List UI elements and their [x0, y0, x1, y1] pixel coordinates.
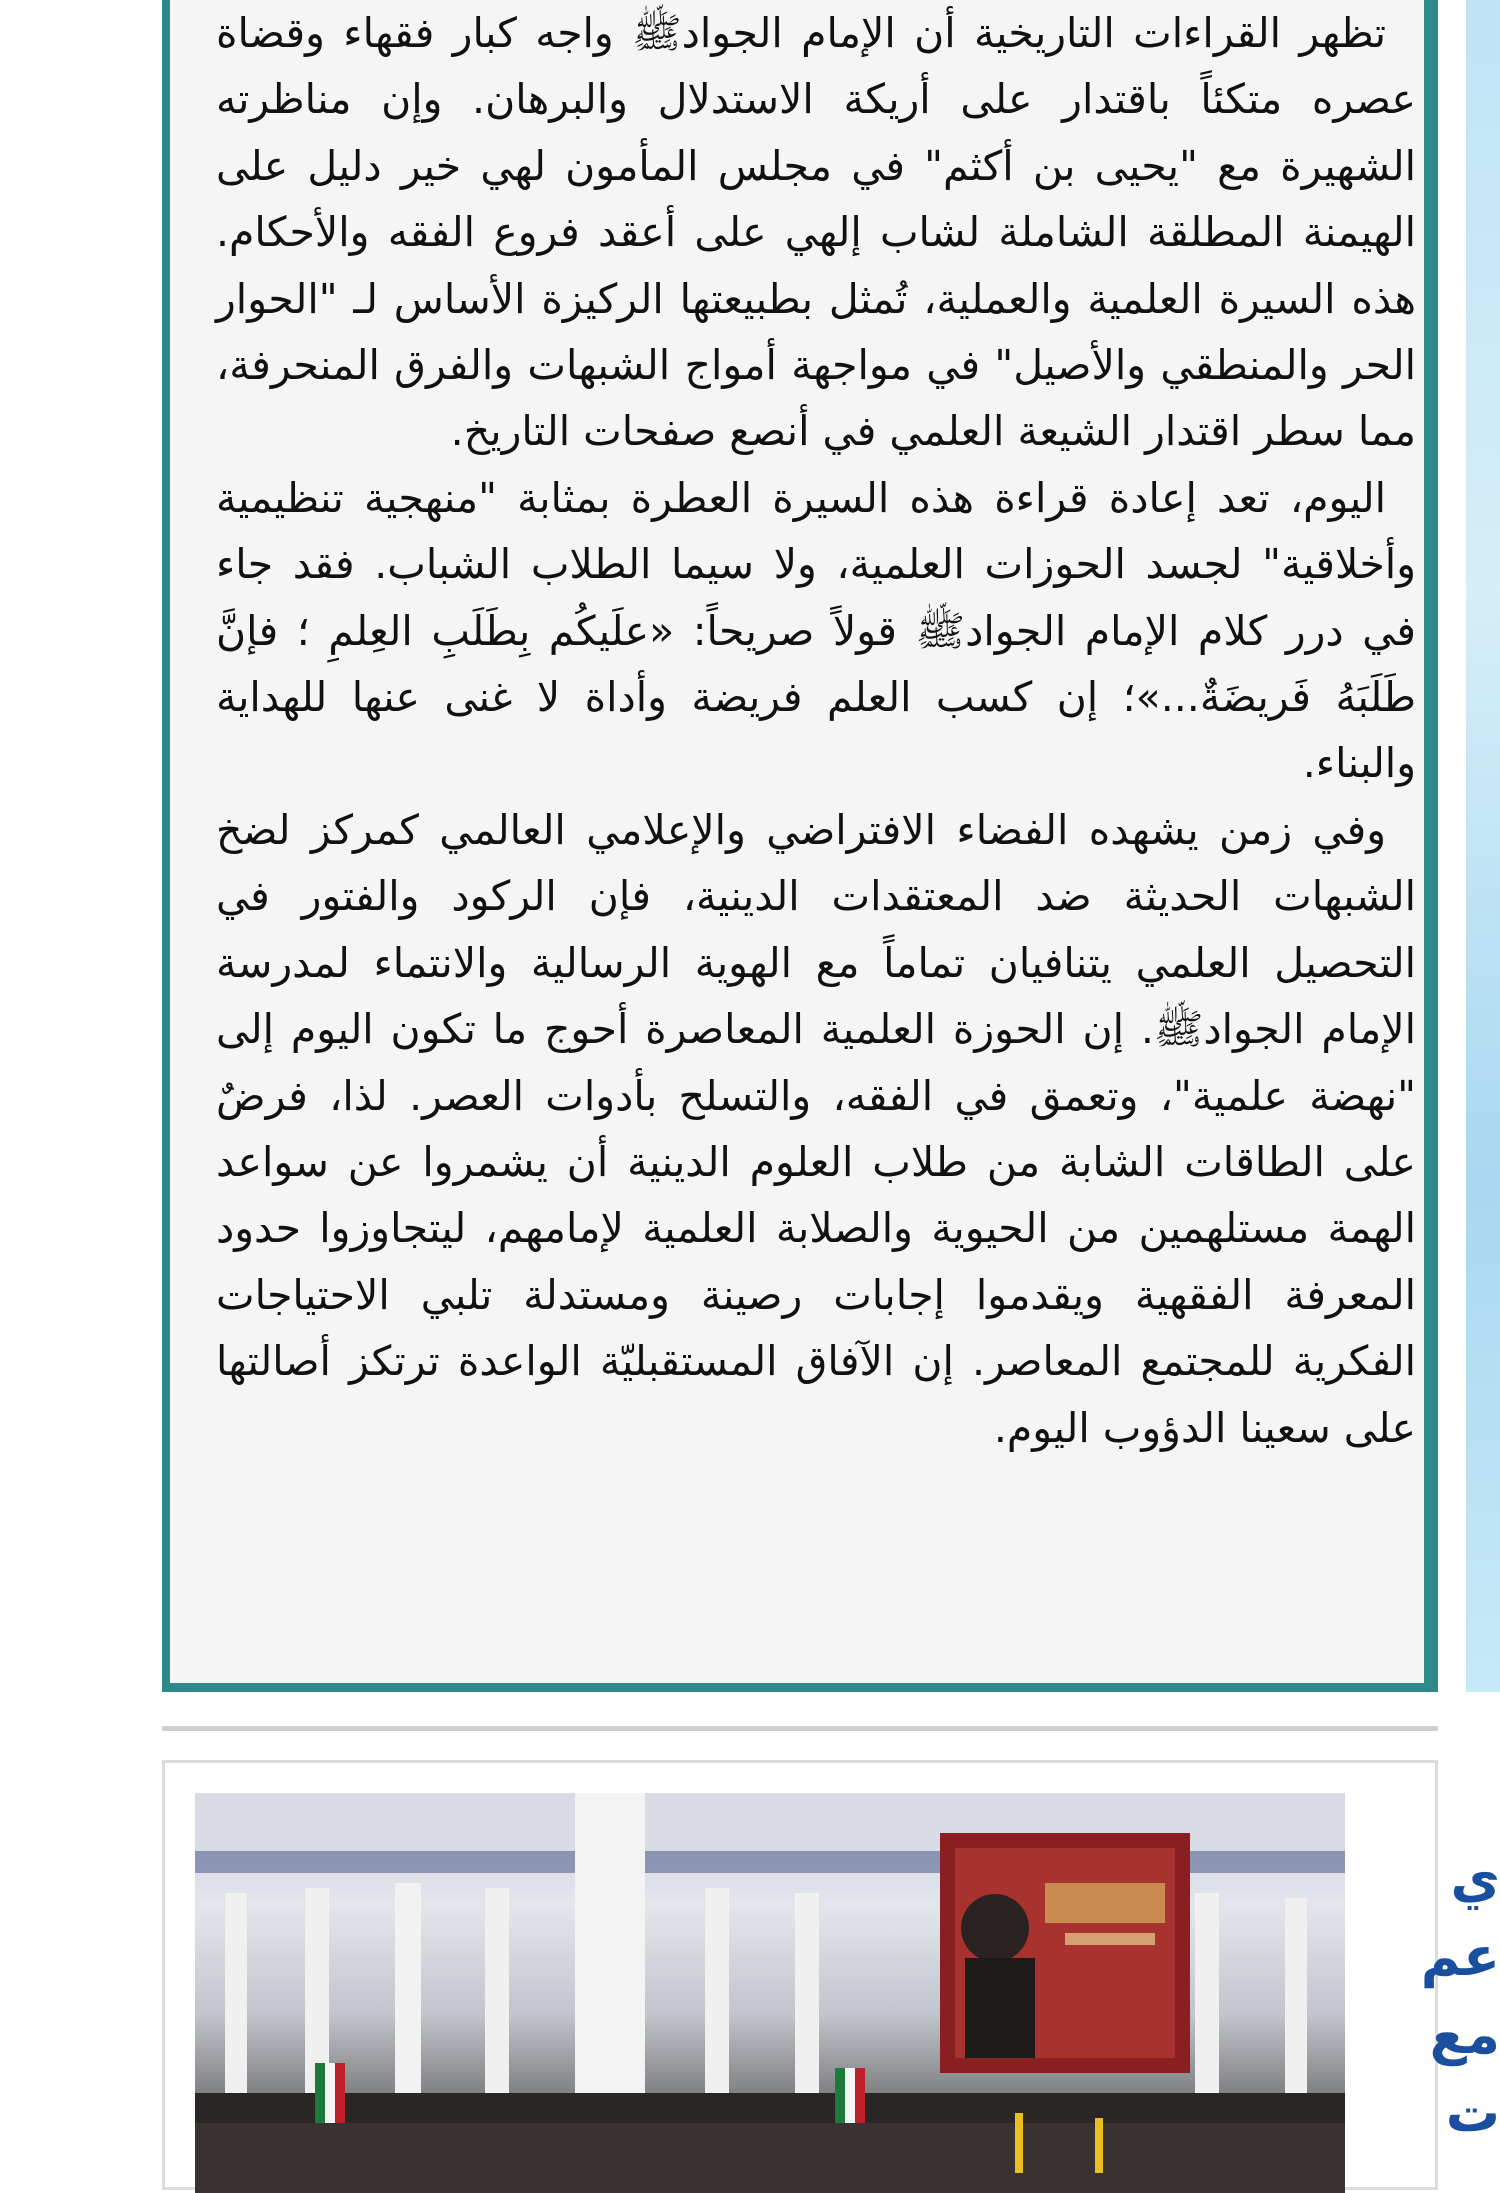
hall-gathering-photo — [195, 1793, 1345, 2193]
article-paragraph-1: تظهر القراءات التاريخية أن الإمام الجوادﷺ واجه كبار فقهاء وقضاة عصره متكئاً باقتدار على أريكة الاستدلال والبرهان. وإن مناظرته الشهيرة مع "يحيى بن أكثم" في مجلس المأمون لهي خير دليل على الهيمنة المطلقة الشاملة لشاب إلهي على أعقد فروع الفقه والأحكام. هذه السيرة العلمية والعملية، تُمثل بطبيعتها الركيزة الأساس لـ "الحوار الحر والمنطقي والأصيل" في مواجهة أمواج الشبهات والفرق المنحرفة، مما سطر اقتدار الشيعة العلمي في أنصع صفحات التاريخ. — [216, 9, 1416, 456]
news-photo-card[interactable] — [162, 1760, 1438, 2190]
article-paragraph-2: اليوم، تعد إعادة قراءة هذه السيرة العطرة بمثابة "منهجية تنظيمية وأخلاقية" لجسد الحوزات العلمية، ولا سيما الطلاب الشباب. فقد جاء في درر كلام الإمام الجوادﷺ قولاً صريحاً: «علَيكُم بِطَلَبِ العِلمِ ؛ فإنَّ طَلَبَهُ فَريضَةٌ...»؛ إن كسب العلم فريضة وأداة لا غنى عنها للهداية والبناء. — [216, 473, 1416, 788]
next-article-heading-fragment[interactable] — [1420, 1840, 1500, 2175]
next-article-heading-text[interactable]: ي عم مع ت — [1420, 1847, 1500, 2144]
section-separator — [162, 1726, 1438, 1731]
article-box — [162, 0, 1438, 1692]
article-paragraph-3: وفي زمن يشهده الفضاء الافتراضي والإعلامي العالمي كمركز لضخ الشبهات الحديثة ضد المعتقدات الدينية، فإن الركود والفتور في التحصيل العلمي يتنافيان تماماً مع الهوية الرسالية والانتماء لمدرسة الإمام الجوادﷺ. إن الحوزة العلمية المعاصرة أحوج ما تكون اليوم إلى "نهضة علمية"، وتعمق في الفقه، والتسلح بأدوات العصر. لذا، فرضٌ على الطاقات الشابة من طلاب العلوم الدينية أن يشمروا عن سواعد الهمة مستلهمين من الحيوية والصلابة العلمية لإمامهم، ليتجاوزوا حدود المعرفة الفقهية ويقدموا إجابات رصينة ومستدلة تلبي الاحتياجات الفكرية للمجتمع المعاصر. إن الآفاق المستقبليّة الواعدة ترتكز أصالتها على سعينا الدؤوب اليوم. — [216, 805, 1416, 1452]
article-body — [216, 0, 1416, 1461]
news-photo[interactable] — [195, 1793, 1345, 2193]
side-decoration-strip — [1466, 0, 1500, 1692]
